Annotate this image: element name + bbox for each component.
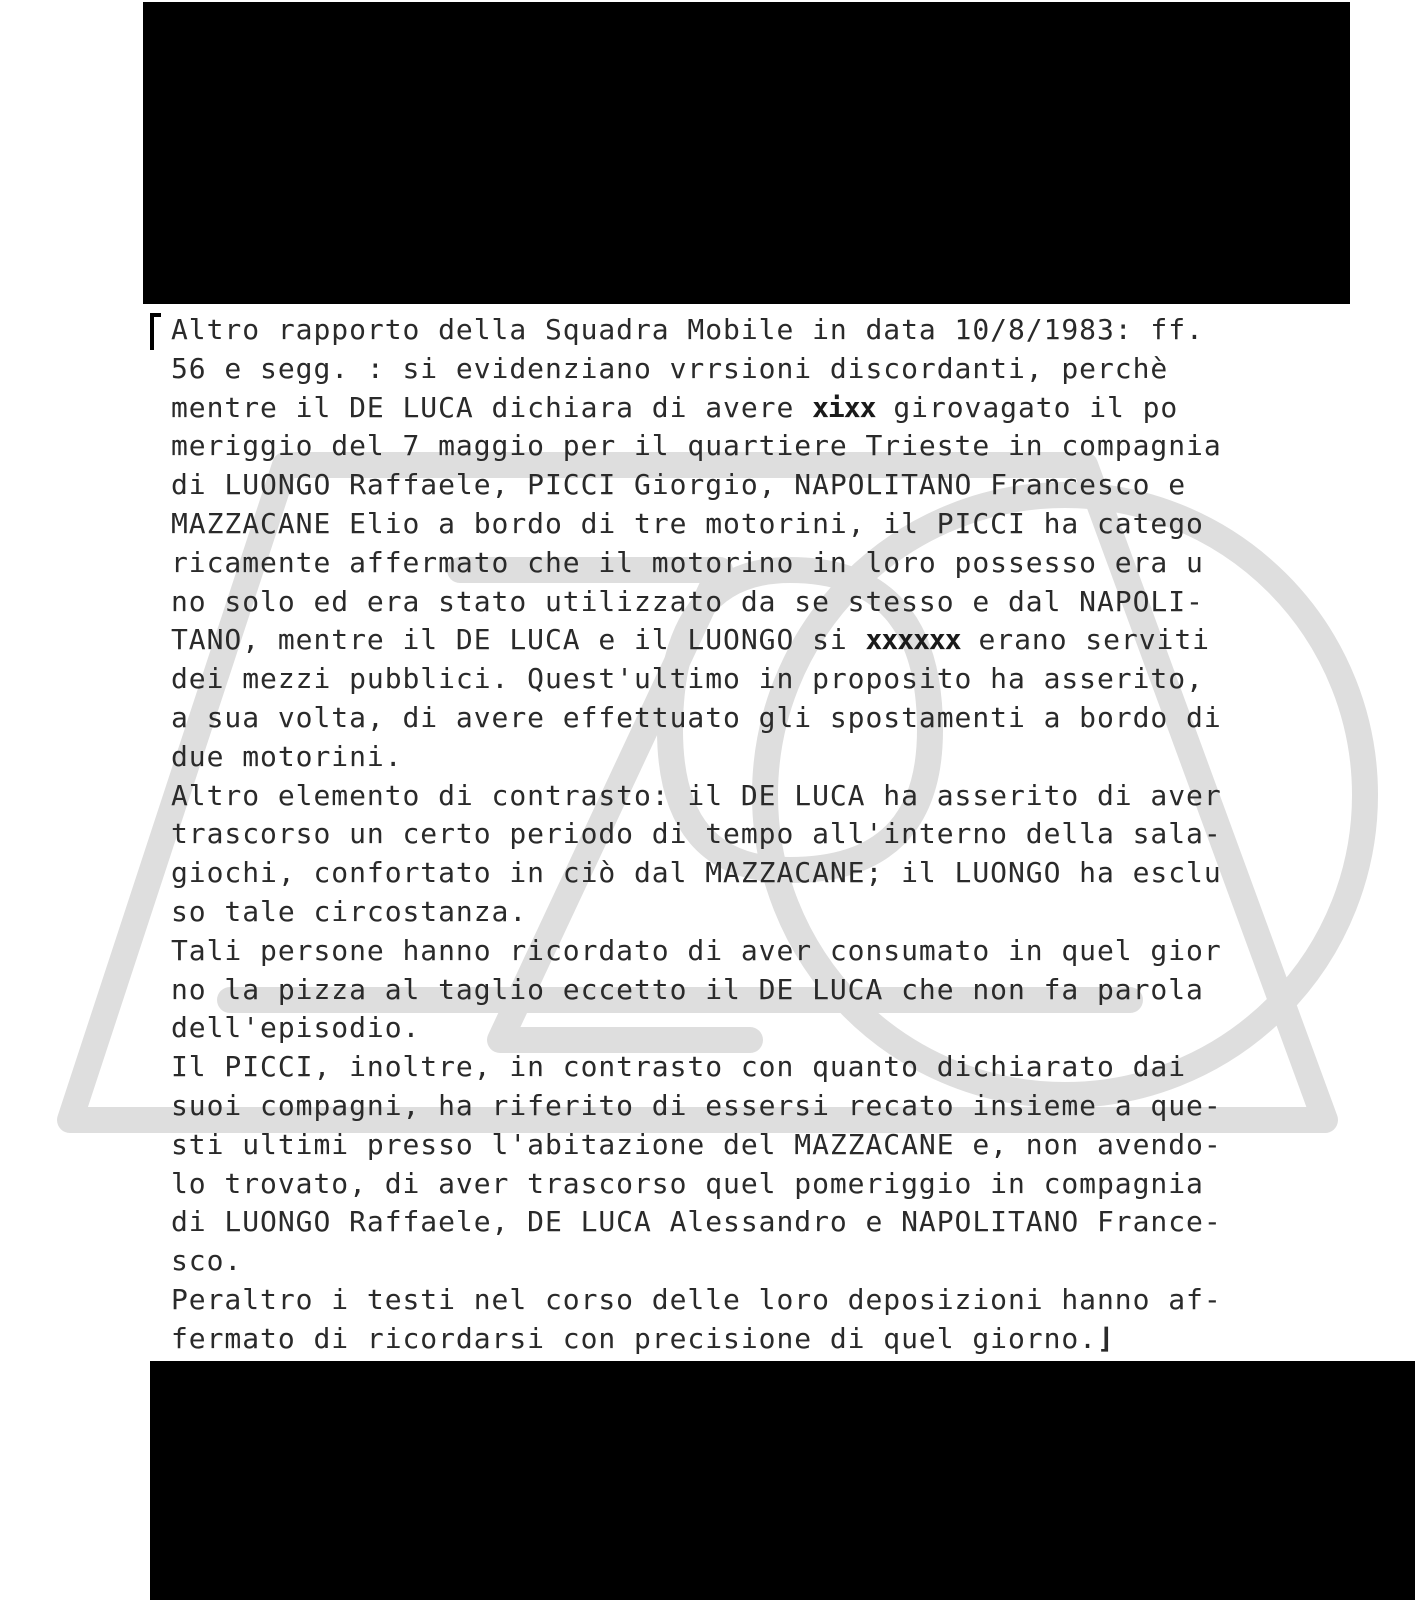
text-line: trascorso un certo periodo di tempo all'interno della sala- [171,817,1222,851]
text-line: giochi, confortato in ciò dal MAZZACANE; il LUONGO ha esclu [171,856,1222,890]
text-line: Altro rapporto della Squadra Mobile in data 10/8/1983: ff. [171,313,1204,346]
text-line: so tale circostanza. [171,894,528,928]
redaction-block-bottom [150,1361,1415,1600]
text-line: due motorini. [171,739,403,773]
struck-out-text: xxxxxx [865,623,961,657]
text-line: Peraltro i testi nel corso delle loro deposizioni hanno af- [171,1282,1222,1316]
text-line: fermato di ricordarsi con precisione di quel giorno.⌋ [171,1321,1115,1355]
text-line: Il PICCI, inoltre, in contrasto con quanto dichiarato dai [171,1050,1187,1084]
text-line: no solo ed era stato utilizzato da se stesso e dal NAPOLI- [171,584,1204,618]
text-line: di LUONGO Raffaele, DE LUCA Alessandro e NAPOLITANO France- [171,1205,1222,1239]
text-line: sti ultimi presso l'abitazione del MAZZACANE e, non avendo- [171,1127,1222,1161]
text-line: dell'episodio. [171,1011,421,1045]
bracket-open-mark [149,312,163,352]
text-line: meriggio del 7 maggio per il quartiere Trieste in compagnia [171,429,1222,463]
text-line: dei mezzi pubblici. Quest'ultimo in proposito ha asserito, [171,662,1204,696]
redaction-block-top [143,2,1350,304]
text-line: di LUONGO Raffaele, PICCI Giorgio, NAPOLITANO Francesco e [171,468,1187,502]
text-line: 56 e segg. : si evidenziano vrrsioni discordanti, perchè [171,351,1169,385]
text-line: lo trovato, di aver trascorso quel pomeriggio in compagnia [171,1166,1204,1200]
text-line: suoi compagni, ha riferito di essersi recato insieme a que- [171,1088,1222,1122]
text-line: sco. [171,1244,243,1278]
text-line: a sua volta, di avere effettuato gli spostamenti a bordo di [171,700,1222,734]
struck-out-text: xixx [812,390,876,424]
text-line: no la pizza al taglio eccetto il DE LUCA che non fa parola [171,972,1204,1006]
text-line: Altro elemento di contrasto: il DE LUCA ha asserito di aver [171,778,1222,812]
text-line: mentre il DE LUCA dichiara di avere xixx girovagato il po [171,390,1179,424]
text-line: MAZZACANE Elio a bordo di tre motorini, il PICCI ha catego [171,506,1204,540]
typed-document-body [171,311,1371,1359]
text-line: Tali persone hanno ricordato di aver consumato in quel gior [171,933,1222,967]
bracket-close-mark: ⌋ [1097,1321,1115,1355]
text-line: ricamente affermato che il motorino in loro possesso era u [171,545,1204,579]
text-line: TANO, mentre il DE LUCA e il LUONGO si xxxxxx erano serviti [171,623,1210,657]
